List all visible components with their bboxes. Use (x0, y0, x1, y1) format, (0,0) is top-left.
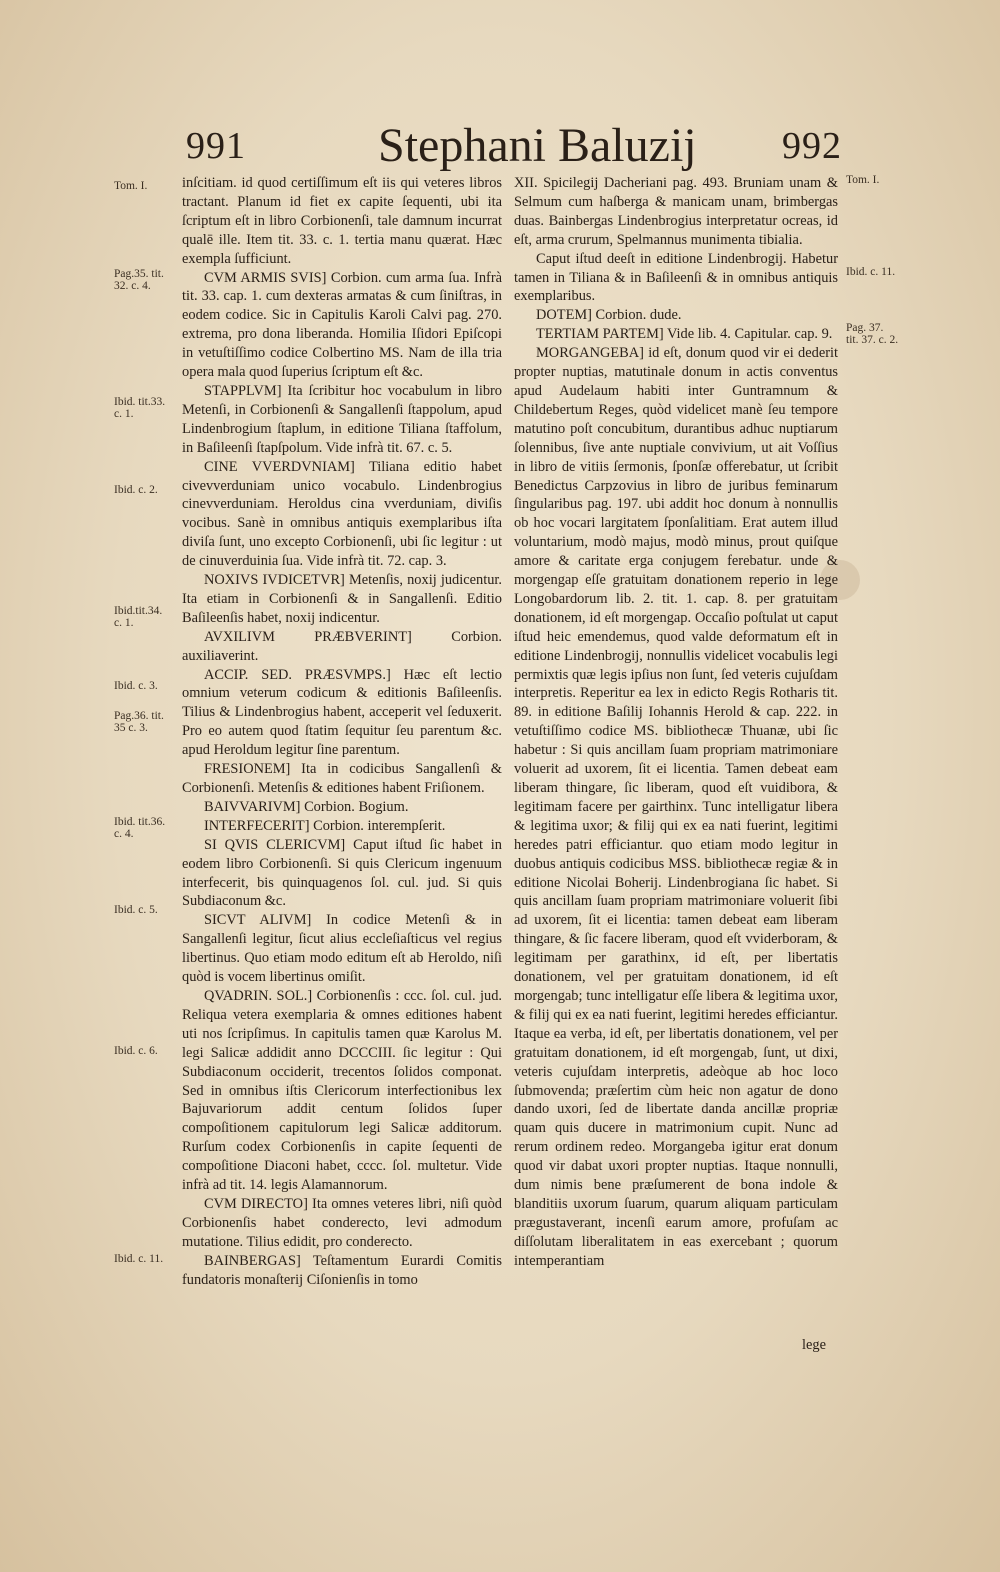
text-paragraph: DOTEM] Corbion. dude. (536, 307, 682, 324)
margin-reference-line: Ibid. c. 11. (114, 1253, 164, 1265)
margin-reference (114, 710, 164, 734)
margin-reference (114, 1253, 163, 1265)
right-text-column (514, 174, 838, 1271)
margin-reference-line: c. 1. (114, 617, 134, 629)
margin-reference-line: Pag.35. tit. (114, 268, 164, 280)
margin-reference (114, 484, 158, 496)
margin-reference (846, 266, 895, 278)
margin-reference-line: Ibid. c. 11. (846, 266, 896, 278)
margin-reference (114, 180, 147, 192)
catchword: lege (802, 1337, 826, 1353)
margin-reference-line: c. 1. (114, 408, 134, 420)
margin-reference-line: Ibid. tit.36. (114, 816, 166, 828)
text-paragraph: SI QVIS CLERICVM] Caput iſtud ſic habet in eodem libro Corbionenſi. Si quis Clericum ingenuum interfecerit, bis quinquagenos ſol. cul. jud. Si quis Subdiaconum &c. (182, 836, 502, 910)
text-paragraph: BAIVVARIVM] Corbion. Bogium. (204, 798, 409, 815)
page-header (0, 119, 1000, 174)
margin-reference-line: Tom. I. (114, 180, 148, 192)
left-text-column (182, 174, 502, 1289)
margin-reference-line: 32. c. 4. (114, 280, 151, 292)
text-paragraph: INTERFECERIT] Corbion. interempſerit. (204, 817, 446, 834)
text-paragraph: CINE VVERDVNIAM] Tiliana editio habet civevverduniam unico vocabulo. Lindenbrogius cinevverduniam. Heroldus cina vverduniam, diviſis vocibus. Sanè in omnibus antiquis exemplaribus iſta diviſa ſunt, uno excepto Corbionenſi, ubi ſic legitur : ut de cinuverduinia ſua. Vide infrà tit. 72. cap. 3. (182, 458, 502, 570)
text-paragraph: QVADRIN. SOL.] Corbionenſis : ccc. ſol. cul. jud. Reliqua vetera exemplaria & omnes editiones habent uti nos ſcripſimus. In capitulis tamen quæ Karolus M. legi Salicæ addidit anno DCCCIII. ſic legitur : Qui Subdiaconum occiderit, trecentos ſolidos componat. Sed in omnibus iſtis Clericorum interfectionibus lex Bajuvariorum addit centum ſolidos ſuper compoſitionem capitulorum legi Salicæ additorum. Rurſum codex Corbionenſis in capite ſequenti de compoſitione Diaconi habet, cccc. ſol. multetur. Vide infrà ad tit. 14. legis Alamannorum. (182, 987, 502, 1194)
margin-reference (114, 904, 158, 916)
margin-reference-line: Ibid. tit.33. (114, 396, 166, 408)
margin-reference-line: c. 4. (114, 828, 134, 840)
text-paragraph: FRESIONEM] Ita in codicibus Sangallenſi & Corbionenſi. Metenſis & editiones habent Friſionem. (182, 761, 502, 796)
margin-reference (846, 174, 879, 186)
page-number-left: 991 (186, 125, 246, 167)
margin-reference (114, 1045, 158, 1057)
text-paragraph: XII. Spicilegij Dacheriani pag. 493. Bruniam unam & Selmum cum haſberga & manicam unam, brimbergas duas. Bainbergas Lindenbrogius interpretatur ocreas, id eſt, arma crurum, Spelmannus munimenta tibialia. (514, 175, 838, 248)
margin-reference-line: 35 c. 3. (114, 722, 148, 734)
text-paragraph: Caput iſtud deeſt in editione Lindenbrogij. Habetur tamen in Tiliana & in Baſileenſi & in omnibus antiquis exemplaribus. (514, 250, 838, 305)
text-paragraph: BAINBERGAS] Teſtamentum Eurardi Comitis fundatoris monaſterij Ciſonienſis in tomo (182, 1252, 502, 1288)
margin-reference-line: tit. 37. c. 2. (846, 334, 899, 346)
margin-reference (114, 680, 158, 692)
margin-reference (114, 396, 165, 420)
running-title: Stephani Baluzij (378, 119, 697, 172)
text-paragraph: inſcitiam. id quod certiſſimum eſt iis qui veteres libros tractant. Planum id fiet ex capite ſequenti, ubi ita ſcriptum eſt in libro Corbionenſi, tale damnum incurrat qualē ille. Item tit. 33. c. 1. tertia manu quærat. Hæc exempla ſufficiunt. (182, 175, 502, 267)
text-paragraph: ACCIP. SED. PRÆSVMPS.] Hæc eſt lectio omnium veterum codicum & editionis Baſileenſis. Tilius & Lindenbrogius habent, acceperit vel ſeduxerit. Pro eo autem quod ſtatim ſequitur ſeu parentum &c. apud Heroldum legitur ſine parentum. (182, 666, 502, 759)
text-paragraph: MORGANGEBA] id eſt, donum quod vir ei dederit propter nuptias, matutinale donum in actis conventus apud Audelaum habiti inter Guntramnum & Childebertum Reges, quòd videlicet manè ſeu tempore matutino poſt concubitum, durantibus adhuc nuptiarum ſolennibus, ſive ante nuptiale convivium, ut ait Voſſius in libro de vitiis ſermonis, ſponſæ offerebatur, ut ſcribit Benedictus Carpzovius in libro de juribus feminarum ſingularibus pag. 197. ubi addit hoc donum à nonnullis ob hoc vocari largitatem ſponſalitiam. Erat autem illud voluntarium, modò majus, modò minus, prout quiſque amore & caritate erga conjugem ferebatur. unde & morgengap eſſe gratuitam donationem reperio in lege Longobardorum lib. 2. tit. 1. cap. 8. per gratuitam donationem, id eſt morgengap. Occaſio poſtulat ut caput iſtud heic emendemus, quod valde deformatum eſt in editione Lindenbrogij, nonnullis videlicet vocabulis legi permixtis quæ legis ipſius non ſunt, ſed veteris cujuſdam interpretis. Reperitur ea lex in edicto Regis Rotharis tit. 89. in editione Baſilij Iohannis Herold & cap. 222. in vetuſtiſſimo codice MS. bibliothecæ Thuanæ, ubi ſic habetur : Si quis ancillam ſuam propriam matrimoniare voluerit ad uxorem, ſit ei licentia. Tamen debeat eam liberam thingare, ſic liberam, quod eſt vuidibora, & legitimam facere per gairthinx. Tunc intelligatur libera & legitima uxor; & filij qui ex ea nati fuerint, legitimi heredes patri efficiantur. quo etiam modo legitur in duobus antiquis codicibus MSS. bibliothecæ regiæ & in editione Nicolai Boherij. Lindenbrogiana ſic habet. Si quis ancillam ſuam propriam matrimoniare voluerit ſibi ad uxorem, ſit ei licentia: tamen debeat eam liberam thingare, & ſic facere liberam, quod eſt vviderboram, & legitimam per garathinx, id eſt, per libertatis donationem, vel per gratuitam donationem, id eſt morgengab; tunc intelligatur eſſe libera & legitima uxor, & filij qui ex ea nati fuerint, legitimi heredes efficiantur. Itaque ea verba, id eſt, per libertatis donationem, vel per gratuitam donationem, id eſt morgengab, ſunt, ut dixi, veteris cujuſdam interpretis, adeòque ab hoc loco ſubmovenda; præſertim cùm heic non agatur de dono dando uxori, ſed de libertate danda ancillæ propriæ quam quis ducere in matrimonium cupit. Nunc ad rerum ordinem redeo. Morgangeba igitur erat donum quod vir dabat uxori propter nuptias. Itaque nonnulli, dum nimis bene præſumerent de bona indole & blanditiis uxorum ſuarum, quarum aliquam particulam prægustaverant, incenſi earum amore, profuſam ac diſſolutam liberalitatem in eas exercebant ; quorum intemperantiam (514, 345, 838, 1269)
text-paragraph: NOXIVS IVDICETVR] Metenſis, noxij judicentur. Ita etiam in Corbionenſi & in Sangallenſi. Editio Baſileenſis habet, noxij indicentur. (182, 572, 502, 626)
margin-reference-line: Ibid. c. 6. (114, 1045, 158, 1057)
margin-reference (114, 816, 165, 840)
margin-reference-line: Tom. I. (846, 174, 880, 186)
text-paragraph: AVXILIVM PRÆBVERINT] Corbion. auxiliaverint. (182, 628, 502, 664)
text-paragraph: SICVT ALIVM] In codice Metenſi & in Sangallenſi legitur, ſicut alius eccleſiaſticus vel regius libertinus. Quo etiam modo editum eſt ab Heroldo, niſi quòd is vocem libertinus omiſit. (182, 912, 502, 986)
text-paragraph: CVM ARMIS SVIS] Corbion. cum arma ſua. Infrà tit. 33. cap. 1. cum dexteras armatas & cum ſiniſtras, in eodem codice. Sic in Capitulis Karoli Calvi pag. 270. extrema, pro dona liberanda. Homilia Iſidori Epiſcopi in vetuſtiſſimo codice Colbertino MS. Nam de illa tria opera mala quod ſuperius ſcriptum eſt &c. (182, 269, 502, 381)
margin-reference (114, 605, 162, 629)
margin-reference (114, 268, 164, 292)
margin-reference-line: Pag. 37. (846, 322, 884, 334)
text-paragraph: CVM DIRECTO] Ita omnes veteres libri, niſi quòd Corbionenſis habet conderecto, levi admodum mutatione. Tilius edidit, pro conderecto. (182, 1195, 502, 1250)
margin-reference-line: Ibid. c. 2. (114, 484, 158, 496)
margin-reference-line: Pag.36. tit. (114, 710, 164, 722)
page-number-right: 992 (782, 125, 842, 167)
margin-reference-line: Ibid. c. 3. (114, 680, 158, 692)
text-paragraph: STAPPLVM] Ita ſcribitur hoc vocabulum in libro Metenſi, in Corbionenſi & Sangallenſi ſtappolum, apud Lindenbrogium ſtaplum, in editione Tiliana ſtaffolum, in Baſileenſi ſtapſpolum. Vide infrà tit. 67. c. 5. (182, 382, 502, 456)
margin-reference-line: Ibid. c. 5. (114, 904, 158, 916)
margin-reference-line: Ibid.tit.34. (114, 605, 163, 617)
margin-reference (846, 322, 898, 346)
text-paragraph: TERTIAM PARTEM] Vide lib. 4. Capitular. cap. 9. (536, 326, 833, 343)
